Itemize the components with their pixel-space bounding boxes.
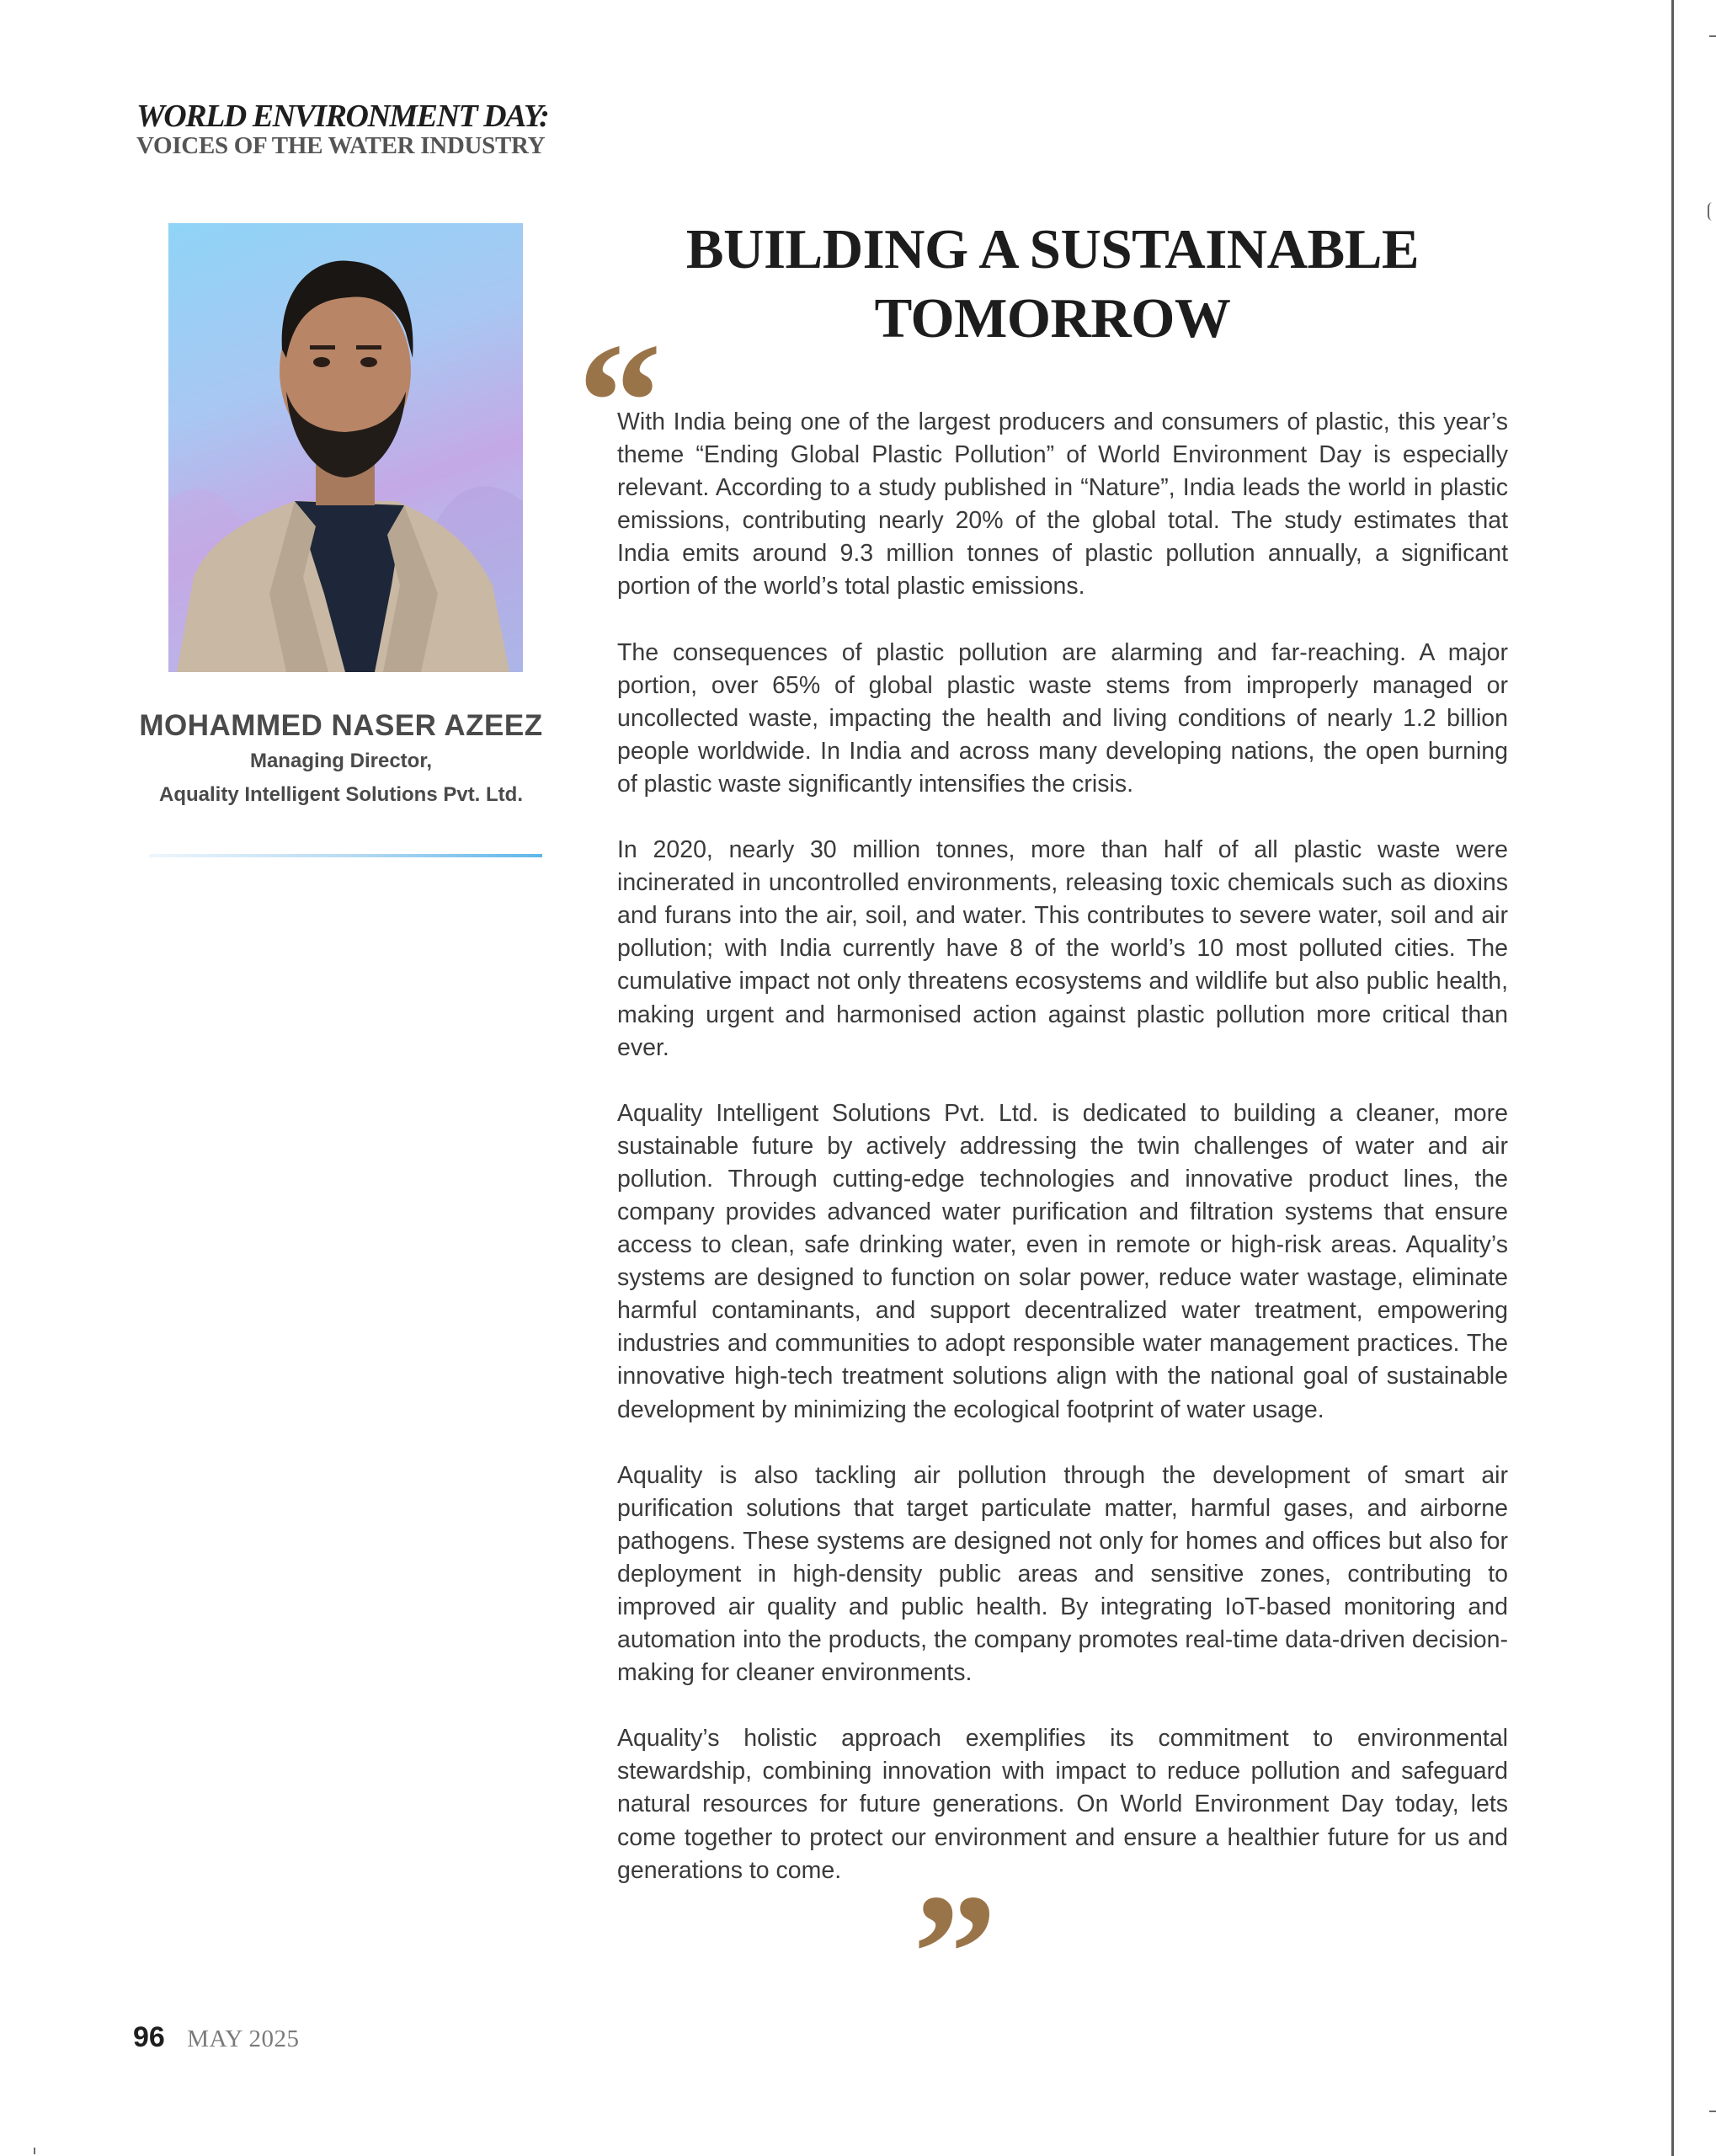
page-footer	[133, 2021, 299, 2054]
paragraph: In 2020, nearly 30 million tonnes, more than half of all plastic waste were incinerated in uncontrolled environments, releasing toxic chemicals such as dioxins and furans into the air, soil, and water. This contributes to severe water, soil and air pollution; with India currently have 8 of the world’s 10 most polluted cities. The cumulative impact not only threatens ecosystems and wildlife but also public health, making urgent and harmonised action against plastic pollution more critical than ever.	[617, 836, 1508, 1061]
section-header	[136, 99, 548, 158]
portrait-illustration	[168, 223, 523, 672]
author-name: MOHAMMED NASER AZEEZ	[139, 709, 543, 742]
open-quote-icon: “	[578, 309, 662, 495]
crop-mark	[1708, 202, 1713, 221]
paragraph: With India being one of the largest producers and consumers of plastic, this year’s theme “Ending Global Plastic Pollution” of World Environment Day is especially relevant. According to a study published in “Nature”, India leads the world in plastic emissions, contributing nearly 20% of the global total. The study estimates that India emits around 9.3 million tonnes of plastic pollution annually, a significant portion of the world’s total plastic emissions.	[617, 408, 1508, 600]
portrait-photo	[168, 223, 523, 672]
article-body	[617, 406, 1508, 1920]
issue-date: MAY 2025	[187, 2025, 300, 2052]
crop-mark	[1709, 2111, 1716, 2112]
author-company: Aquality Intelligent Solutions Pvt. Ltd.	[159, 783, 523, 806]
article-title: BUILDING A SUSTAINABLE TOMORROW	[685, 218, 1420, 350]
page-binding-edge	[1671, 0, 1674, 2156]
paragraph: Aquality is also tackling air pollution through the development of smart air purification solutions that target particulate matter, harmful gases, and airborne pathogens. These systems are designed not only for homes and offices but also for deployment in high-density public areas and sensitive zones, contributing to improved air quality and public health. By integrating IoT-based monitoring and automation into the products, the company promotes real-time data-driven decision-making for cleaner environments.	[617, 1461, 1508, 1687]
paragraph: The consequences of plastic pollution are alarming and far-reaching. A major portion, over 65% of global plastic waste stems from improperly managed or uncollected waste, impacting the health and living conditions of nearly 1.2 billion people worldwide. In India and across many developing nations, the open burning of plastic waste significantly intensifies the crisis.	[617, 638, 1508, 798]
close-quote-icon: ”	[913, 1860, 997, 2047]
page-number: 96	[133, 2021, 165, 2053]
crop-mark	[1709, 35, 1716, 37]
section-title: WORLD ENVIRONMENT DAY:	[136, 99, 549, 134]
paragraph: Aquality’s holistic approach exemplifies its commitment to environmental stewardship, combining innovation with impact to reduce pollution and safeguard natural resources for future generations. On World Environment Day today, lets come together to protect our environment and ensure a healthier future for us and generations to come.	[617, 1725, 1508, 1884]
author-info	[126, 707, 556, 812]
crop-mark	[34, 2148, 35, 2154]
author-role: Managing Director,	[249, 750, 433, 772]
paragraph: Aquality Intelligent Solutions Pvt. Ltd. is dedicated to building a cleaner, more sustainable future by actively addressing the twin challenges of water and air pollution. Through cutting-edge technologies and innovative product lines, the company provides advanced water purification and filtration systems that ensure access to clean, safe drinking water, even in remote or high-risk areas. Aquality’s systems are designed to function on solar power, reduce water wastage, eliminate harmful contaminants, and support decentralized water treatment, empowering industries and communities to adopt responsible water management practices. The innovative high-tech treatment solutions align with the national goal of sustainable development by minimizing the ecological footprint of water usage.	[617, 1099, 1508, 1423]
author-divider	[149, 854, 542, 857]
section-subtitle: VOICES OF THE WATER INDUSTRY	[136, 132, 546, 159]
